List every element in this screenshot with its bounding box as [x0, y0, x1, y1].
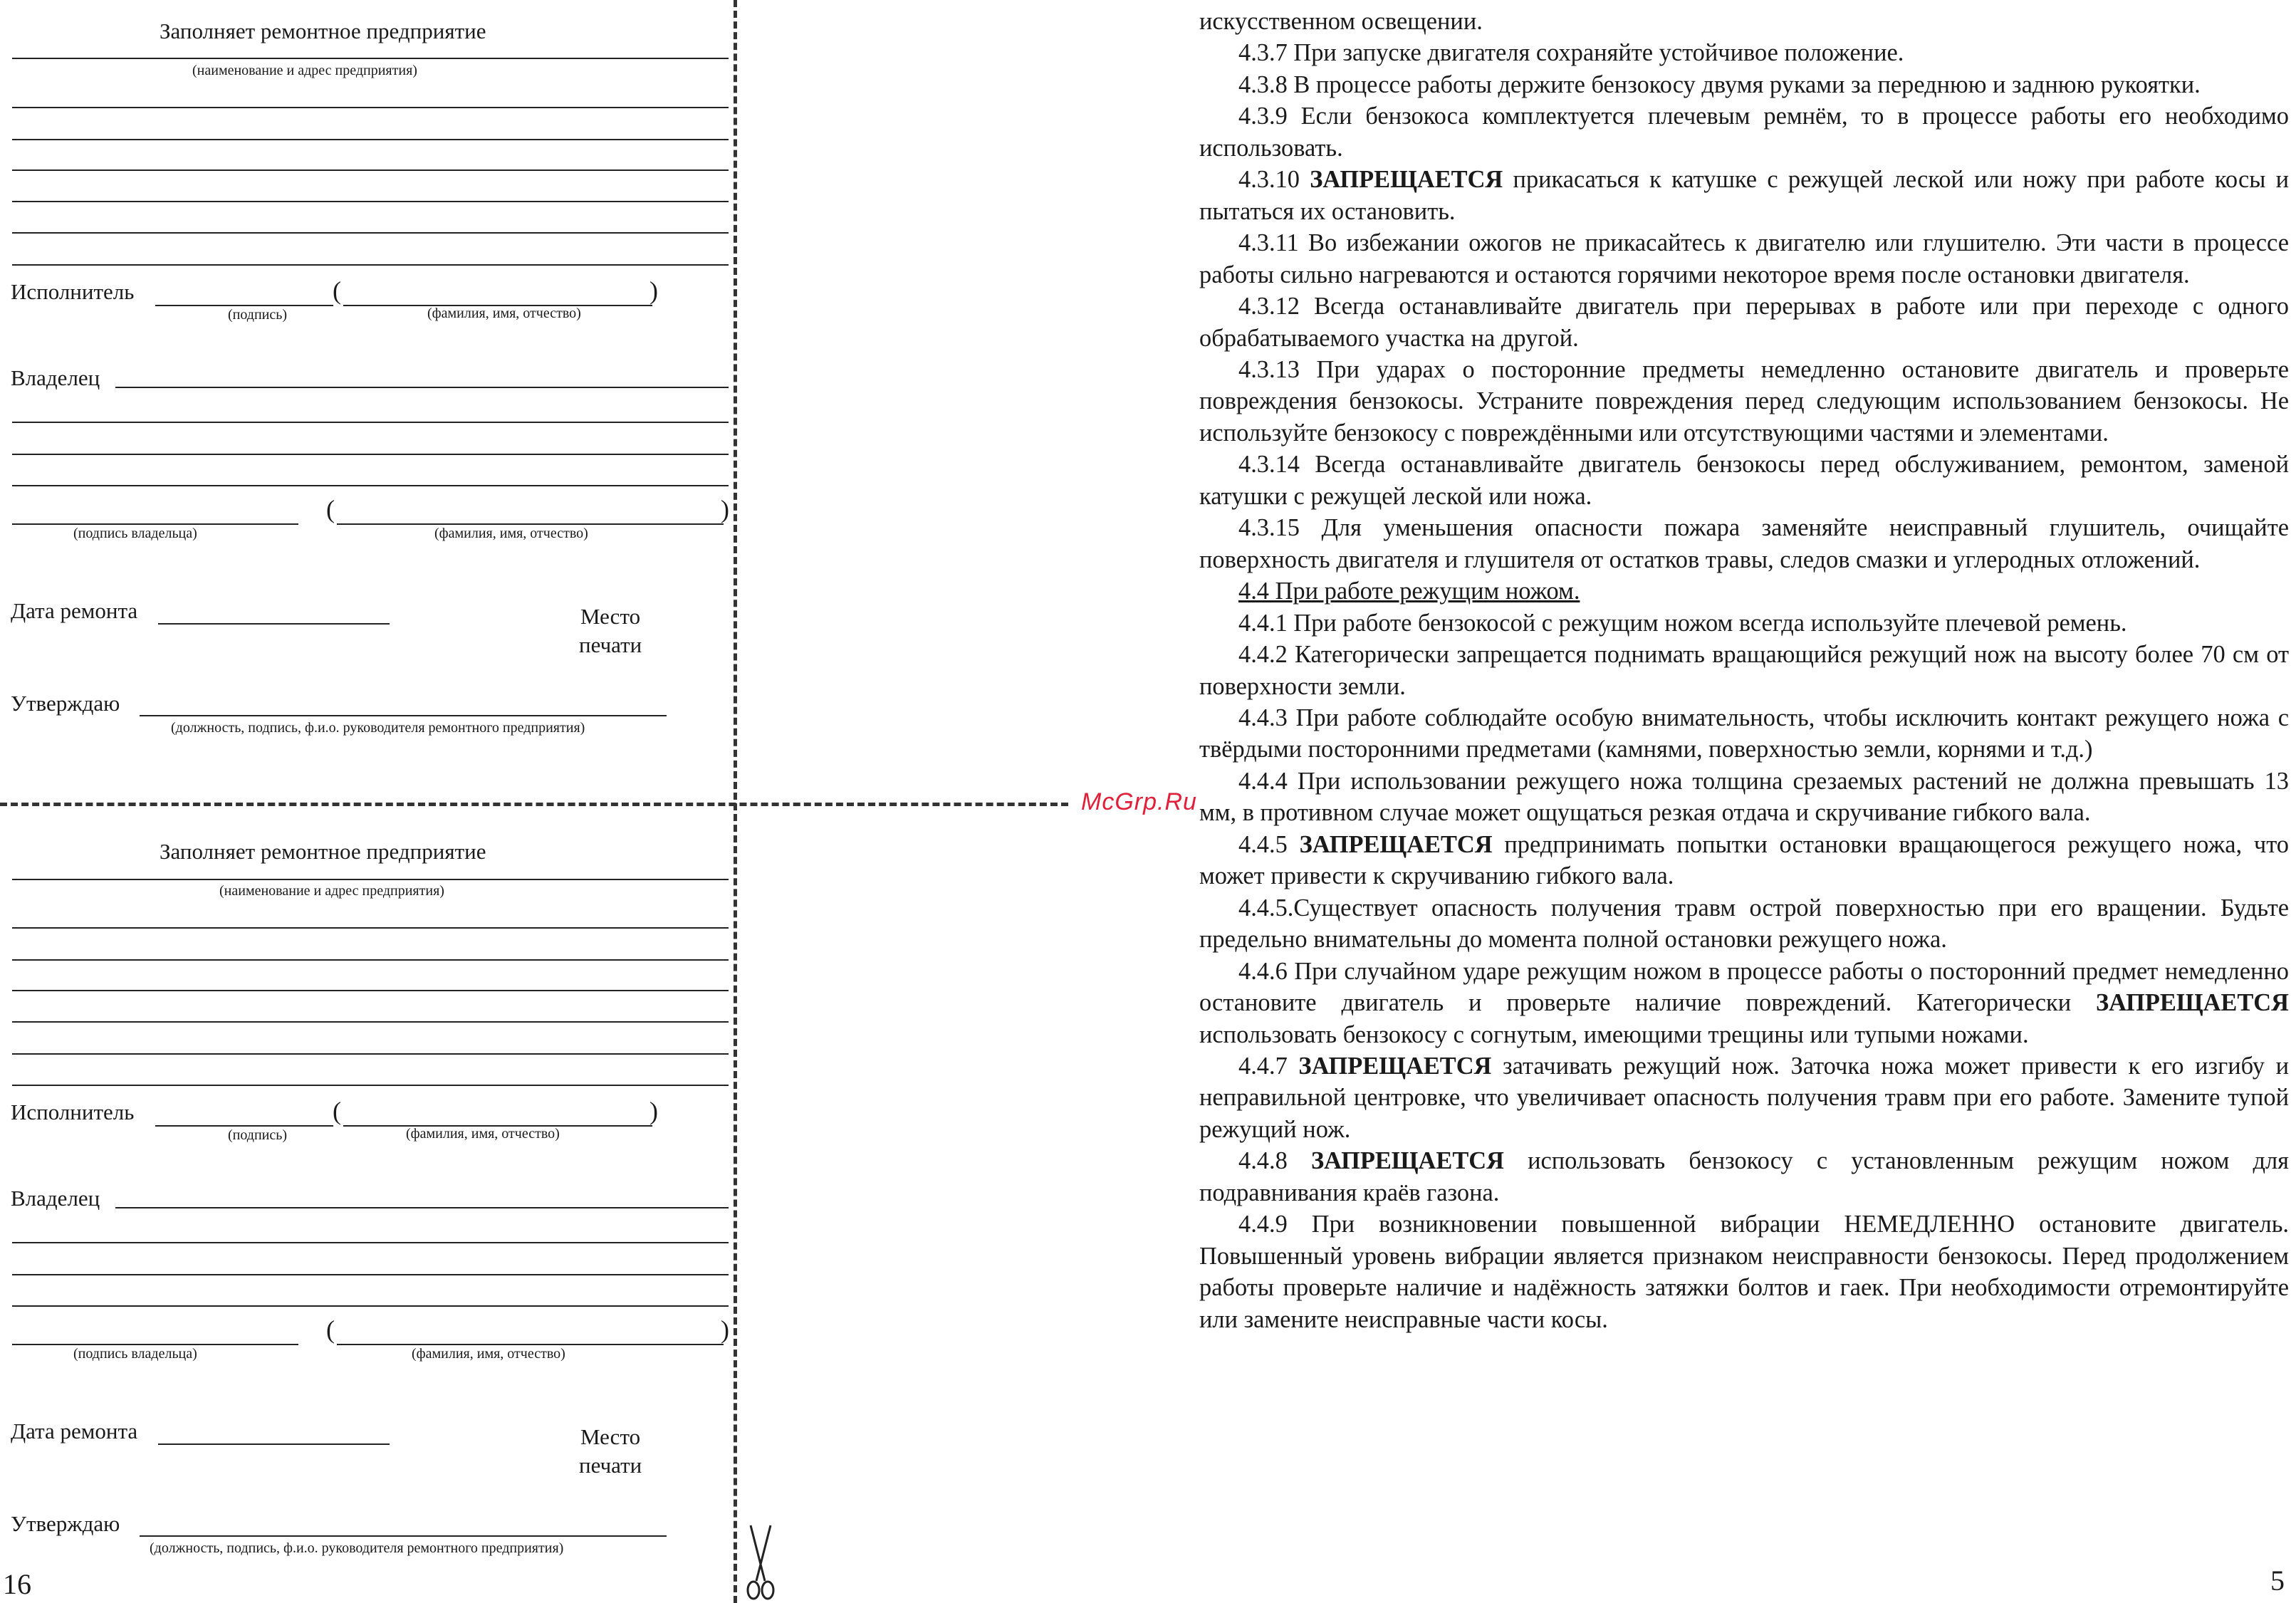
form-line	[337, 1344, 724, 1345]
paragraph-text: 4.4.4 При использовании режущего ножа толщина срезаемых растений не должна превышать 13 мм, в противном случае может ощущаться резкая отдача и скручивание гибкого вала.	[1199, 767, 2289, 827]
paragraph-text: 4.4.7	[1238, 1052, 1299, 1080]
form-line	[12, 264, 729, 266]
paren-open: (	[333, 276, 341, 305]
paragraph-text: 4.3.10	[1238, 166, 1310, 194]
form-line	[12, 1053, 729, 1055]
approve-caption: (должность, подпись, ф.и.о. руководителя ремонтного предприятия)	[171, 720, 585, 736]
paragraph-text: 4.4.5.Существует опасность получения травм острой поверхностью при его вращении. Будьте предельно внимательны до момента полной остановки режущего ножа.	[1199, 894, 2289, 954]
emphasis-text: ЗАПРЕЩАЕТСЯ	[1310, 1147, 1504, 1175]
form-line	[12, 139, 729, 140]
owner-signature-caption: (подпись владельца)	[73, 526, 197, 541]
paragraph-text: искусственном освещении.	[1199, 8, 1483, 35]
paren-open: (	[333, 1097, 341, 1125]
paragraph-text: 4.4.8	[1238, 1147, 1311, 1175]
form-line	[337, 523, 724, 525]
instruction-paragraph	[1199, 449, 2289, 512]
stamp-label-2: печати	[579, 632, 642, 657]
executor-label: Исполнитель	[11, 1100, 135, 1124]
page-number-right: 5	[2270, 1565, 2285, 1597]
paragraph-text: 4.4.9 При возникновении повышенной вибрации НЕМЕДЛЕННО остановите двигатель. Повышенный уровень вибрации является признаком неисправности бензокосы. Перед продолжением работы проверьте наличие и надёжность затяжки болтов и гаек. При необходимости отремонтируйте или замените неисправные части косы.	[1199, 1211, 2289, 1333]
repair-date-label: Дата ремонта	[11, 598, 138, 623]
stamp-label-1: Место	[580, 604, 641, 629]
paragraph-text: 4.3.14 Всегда останавливайте двигатель бензокосы перед обслуживанием, ремонтом, заменой катушки с режущей леской или ножа.	[1199, 451, 2289, 510]
paren-close: )	[721, 495, 729, 523]
form-line	[12, 523, 298, 525]
paragraph-text: 4.3.13 При ударах о посторонние предметы немедленно остановите двигатель и проверьте повреждения бензокосы. Устраните повреждения перед следующим использованием бензокосы. Не используйте бензокосу с повреждёнными или отсутствующими частями и элементами.	[1199, 355, 2289, 447]
form-line	[158, 623, 390, 625]
section-heading	[1199, 575, 2289, 607]
approve-caption: (должность, подпись, ф.и.о. руководителя ремонтного предприятия)	[150, 1540, 564, 1556]
form-line	[12, 1242, 729, 1243]
form-header: Заполняет ремонтное предприятие	[160, 839, 486, 864]
instruction-paragraph	[1199, 6, 2289, 37]
form-line	[12, 1274, 729, 1275]
paragraph-text: затачивать режущий нож. Заточка ножа может привести к его изгибу и неправильной центровке, что увеличивает опасность получения травм при его работе. Замените тупой режущий нож.	[1199, 1052, 2289, 1143]
paragraph-text: 4.4.3 При работе соблюдайте особую внимательность, чтобы исключить контакт режущего ножа с твёрдыми посторонними предметами (камнями, поверхностью земли, корнями и т.д.)	[1199, 704, 2289, 763]
form-line	[12, 990, 729, 991]
form-line	[12, 232, 729, 234]
paragraph-text: 4.3.12 Всегда останавливайте двигатель при перерывах в работе или при переходе с одного обрабатываемого участка на другой.	[1199, 293, 2289, 352]
form-line	[12, 927, 729, 929]
form-line	[115, 1207, 729, 1208]
instruction-paragraph	[1199, 291, 2289, 354]
instruction-paragraph	[1199, 512, 2289, 575]
form-line	[12, 107, 729, 108]
instruction-paragraph	[1199, 164, 2289, 227]
paragraph-text: прикасаться к катушке с режущей леской или ножу при работе косы и пытаться их остановить.	[1199, 166, 2289, 225]
form-line	[12, 1021, 729, 1023]
instruction-paragraph	[1199, 829, 2289, 892]
form-line	[12, 879, 729, 880]
form-line	[140, 715, 667, 716]
form-line	[12, 454, 729, 455]
paragraph-text: 4.4.2 Категорически запрещается поднимать вращающийся режущий нож на высоту более 70 см от поверхности земли.	[1199, 641, 2289, 700]
instruction-paragraph	[1199, 956, 2289, 1050]
form-line	[155, 1125, 333, 1127]
scissors-icon	[743, 1524, 778, 1602]
paragraph-text: 4.3.15 Для уменьшения опасности пожара заменяйте неисправный глушитель, очищайте поверхность двигателя и глушителя от остатков травы, следов смазки и углеродных отложений.	[1199, 514, 2289, 573]
emphasis-text: ЗАПРЕЩАЕТСЯ	[1298, 1052, 1492, 1080]
form-line	[12, 1344, 298, 1345]
name-caption: (наименование и адрес предприятия)	[219, 883, 444, 899]
form-line	[12, 201, 729, 202]
signature-caption: (подпись)	[228, 307, 288, 323]
form-line	[12, 485, 729, 486]
fio-caption: (фамилия, имя, отчество)	[406, 1126, 560, 1142]
signature-caption: (подпись)	[228, 1127, 288, 1143]
owner-fio-caption: (фамилия, имя, отчество)	[412, 1346, 565, 1362]
name-caption: (наименование и адрес предприятия)	[192, 63, 417, 78]
form-line	[140, 1535, 667, 1537]
paragraph-text: 4.4.5	[1238, 830, 1300, 858]
paragraph-text: 4.4 При работе режущим ножом.	[1238, 578, 1580, 605]
form-line	[115, 387, 729, 388]
paren-close: )	[649, 1097, 658, 1125]
owner-fio-caption: (фамилия, имя, отчество)	[434, 526, 588, 541]
watermark: McGrp.Ru	[1081, 788, 1197, 815]
form-line	[12, 422, 729, 423]
instruction-paragraph	[1199, 1145, 2289, 1208]
form-line	[12, 1085, 729, 1086]
form-line	[12, 1305, 729, 1307]
form-header: Заполняет ремонтное предприятие	[160, 19, 486, 43]
paren-close: )	[721, 1315, 729, 1344]
paragraph-text: 4.3.8 В процессе работы держите бензокосу двумя руками за переднюю и заднюю рукоятки.	[1238, 71, 2201, 98]
instruction-paragraph	[1199, 37, 2289, 68]
fio-caption: (фамилия, имя, отчество)	[427, 306, 581, 321]
page-number-left: 16	[3, 1568, 31, 1600]
paragraph-text: 4.3.11 Во избежании ожогов не прикасайтесь к двигателю или глушителю. Эти части в процессе работы сильно нагреваются и остаются горячими некоторое время после остановки двигателя.	[1199, 229, 2289, 288]
stamp-label-2: печати	[579, 1453, 642, 1478]
instruction-paragraph	[1199, 892, 2289, 956]
form-line	[158, 1443, 390, 1445]
paragraph-text: предпринимать попытки остановки вращающегося режущего ножа, что может привести к скручиванию гибкого вала.	[1199, 830, 2289, 890]
paragraph-text: 4.4.1 При работе бензокосой с режущим ножом всегда используйте плечевой ремень.	[1238, 609, 2127, 637]
approve-label: Утверждаю	[11, 1511, 120, 1536]
emphasis-text: ЗАПРЕЩАЕТСЯ	[2096, 989, 2289, 1017]
horizontal-cut-line	[0, 803, 1068, 806]
paragraph-text: 4.4.6 При случайном ударе режущим ножом в процессе работы о посторонний предмет немедленно остановите двигатель и проверьте наличие повреждений. Категорически	[1199, 957, 2289, 1017]
instruction-paragraph	[1199, 639, 2289, 702]
repair-date-label: Дата ремонта	[11, 1419, 138, 1443]
emphasis-text: ЗАПРЕЩАЕТСЯ	[1299, 830, 1493, 858]
paragraph-text: 4.3.9 Если бензокоса комплектуется плечевым ремнём, то в процессе работы его необходимо использовать.	[1199, 103, 2289, 162]
vertical-cut-line	[734, 0, 737, 1603]
executor-label: Исполнитель	[11, 279, 135, 304]
paragraph-text: использовать бензокосу с согнутым, имеющими трещины или тупыми ножами.	[1199, 1020, 2029, 1048]
form-line	[12, 58, 729, 59]
form-line	[155, 305, 333, 306]
safety-instructions-text	[1199, 6, 2289, 1335]
paragraph-text: использовать бензокосу с установленным режущим ножом для подравнивания краёв газона.	[1199, 1147, 2289, 1206]
form-line	[12, 169, 729, 171]
instruction-paragraph	[1199, 227, 2289, 291]
paren-close: )	[649, 276, 658, 305]
stamp-label-1: Место	[580, 1424, 641, 1449]
instruction-paragraph	[1199, 702, 2289, 766]
instruction-paragraph	[1199, 1208, 2289, 1335]
approve-label: Утверждаю	[11, 691, 120, 716]
instruction-paragraph	[1199, 1050, 2289, 1145]
instruction-paragraph	[1199, 100, 2289, 164]
instruction-paragraph	[1199, 607, 2289, 639]
instruction-paragraph	[1199, 69, 2289, 100]
paren-open: (	[326, 1315, 335, 1344]
paren-open: (	[326, 495, 335, 523]
instruction-paragraph	[1199, 354, 2289, 449]
form-line	[12, 959, 729, 961]
owner-signature-caption: (подпись владельца)	[73, 1346, 197, 1362]
instruction-paragraph	[1199, 766, 2289, 829]
owner-label: Владелец	[11, 1186, 100, 1211]
emphasis-text: ЗАПРЕЩАЕТСЯ	[1310, 166, 1503, 194]
owner-label: Владелец	[11, 365, 100, 390]
paragraph-text: 4.3.7 При запуске двигателя сохраняйте устойчивое положение.	[1238, 39, 1904, 67]
